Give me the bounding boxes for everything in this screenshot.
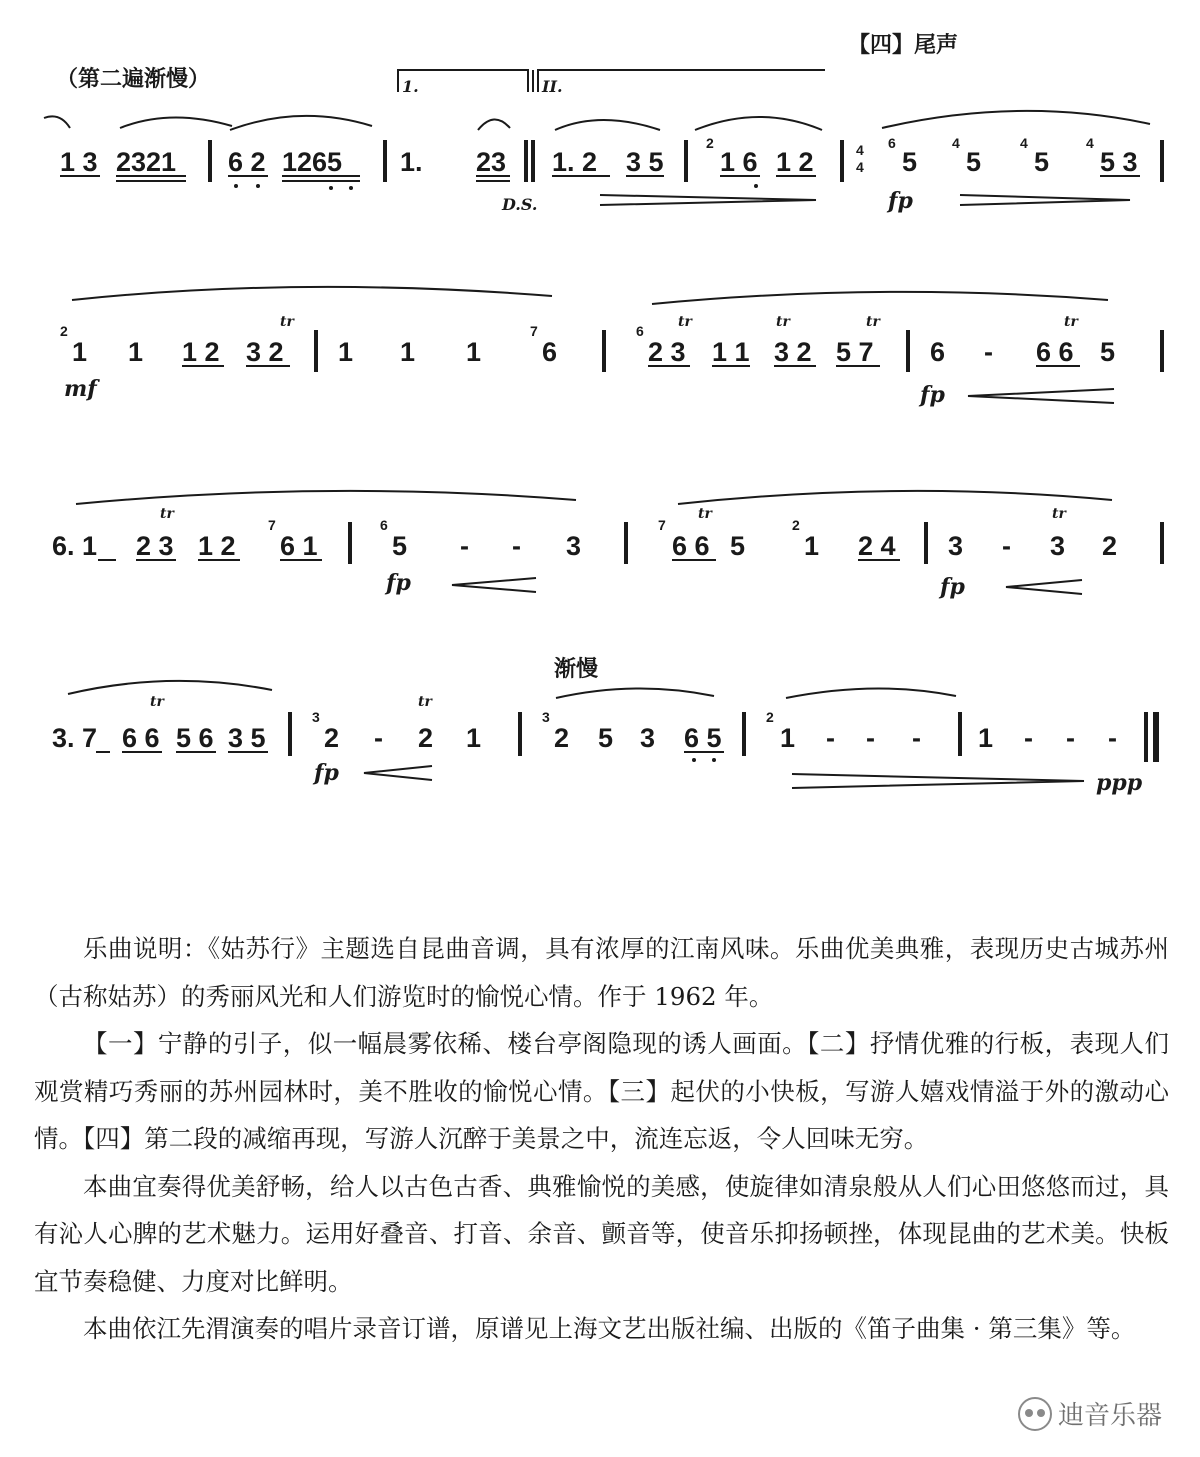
dynamic-marking: fp: [386, 570, 411, 596]
note-group: 1 2: [776, 147, 814, 177]
dynamic-marking: ppp: [1096, 770, 1143, 796]
note-group: 3 5: [228, 723, 266, 753]
trill: tr: [678, 314, 692, 330]
score-row-4: [52, 681, 1156, 796]
note-group: 2: [418, 723, 434, 753]
note-group: 1: [466, 723, 482, 753]
note-group: -: [1024, 723, 1033, 753]
note-group: 2 3: [136, 531, 174, 561]
grace-note: 2: [766, 709, 774, 725]
note-group: 5: [1100, 337, 1116, 367]
section-title: 【四】尾声: [848, 33, 959, 58]
note-group: 5 7: [836, 337, 874, 367]
note-group: 1: [128, 337, 144, 367]
note-group: -: [512, 531, 521, 561]
note-group: 6 5: [684, 723, 722, 753]
trill: tr: [418, 694, 432, 710]
trill: tr: [280, 314, 294, 330]
note-group: 1: [466, 337, 482, 367]
trill: tr: [160, 506, 174, 522]
note-group: 1 2: [198, 531, 236, 561]
note-group: 6 6: [1036, 337, 1074, 367]
note-group: 6. 1: [52, 531, 98, 561]
description-paragraph: 【一】宁静的引子，似一幅晨雾依稀、楼台亭阁隐现的诱人画面。【二】抒情优雅的行板，表现人们观赏精巧秀丽的苏州园林时，美不胜收的愉悦心情。【三】起伏的小快板，写游人嬉戏情溢于外的激动心情。【四】第二段的减缩再现，写游人沉醉于美景之中，流连忘返，令人回味无穷。: [34, 1029, 1169, 1153]
note-group: 3: [948, 531, 964, 561]
note-group: -: [866, 723, 875, 753]
trill: tr: [1052, 506, 1066, 522]
note-group: 5 3: [1100, 147, 1138, 177]
note-group: 1. 2: [552, 147, 598, 177]
note-group: 2: [1102, 531, 1118, 561]
grace-note: 6: [380, 517, 388, 533]
note-group: 5: [1034, 147, 1050, 177]
note-group: 3 5: [626, 147, 664, 177]
grace-note: 4: [1020, 135, 1028, 151]
note-group: 2 4: [858, 531, 896, 561]
note-group: 2: [554, 723, 570, 753]
note-group: 1: [400, 337, 416, 367]
dynamic-marking: fp: [314, 760, 339, 786]
note-group: 5 6: [176, 723, 214, 753]
grace-note: 7: [268, 517, 276, 533]
dynamic-marking: mf: [64, 376, 97, 402]
note-group: 5: [392, 531, 408, 561]
note-group: 6 2: [228, 147, 266, 177]
time-signature-bottom: 4: [856, 159, 864, 175]
note-group: 1 6: [720, 147, 758, 177]
grace-note: 3: [542, 709, 550, 725]
tempo-note-second-time: （第二遍渐慢）: [56, 67, 211, 92]
note-group: 1 3: [60, 147, 98, 177]
grace-note: 7: [658, 517, 666, 533]
score-row-2: [60, 287, 1162, 408]
grace-note: 4: [1086, 135, 1094, 151]
grace-note: 6: [636, 323, 644, 339]
tempo-note-ritardando: 渐慢: [554, 657, 599, 682]
note-group: -: [1108, 723, 1117, 753]
note-group: 5: [966, 147, 982, 177]
time-signature-top: 4: [856, 142, 864, 158]
grace-note: 2: [706, 135, 714, 151]
note-group: 5: [902, 147, 918, 177]
note-group: 2 3: [648, 337, 686, 367]
grace-note: 7: [530, 323, 538, 339]
note-group: 1: [72, 337, 88, 367]
piece-description: [34, 925, 1169, 1353]
note-group: 3 2: [246, 337, 284, 367]
dynamic-marking: fp: [920, 382, 945, 408]
note-group: -: [826, 723, 835, 753]
description-paragraph: 本曲宜奏得优美舒畅，给人以古色古香、典雅愉悦的美感，使旋律如清泉般从人们心田悠悠而过，具有沁人心脾的艺术魅力。运用好叠音、打音、余音、颤音等，使音乐抑扬顿挫，体现昆曲的艺术美。快板宜节奏稳健、力度对比鲜明。: [34, 1171, 1169, 1296]
note-group: 3: [566, 531, 582, 561]
score-row-3: [52, 491, 1162, 600]
dal-segno: D.S.: [502, 195, 538, 214]
volta-1-label: 1.: [402, 77, 419, 96]
description-paragraph: 乐曲说明：《姑苏行》主题选自昆曲音调，具有浓厚的江南风味。乐曲优美典雅，表现历史古城苏州（古称姑苏）的秀丽风光和人们游览时的愉悦心情。作于 1962 年。: [34, 934, 1169, 1011]
note-group: 6: [930, 337, 946, 367]
note-group: -: [460, 531, 469, 561]
note-group: 2321: [116, 147, 177, 177]
note-group: 23: [476, 147, 507, 177]
note-group: 6 6: [672, 531, 710, 561]
watermark-text: 迪音乐器: [1057, 1401, 1162, 1431]
description-paragraph: 本曲依江先渭演奏的唱片录音订谱，原谱见上海文艺出版社编、出版的《笛子曲集 · 第三集》等。: [83, 1314, 1136, 1343]
note-group: 1 1: [712, 337, 750, 367]
note-group: -: [1066, 723, 1075, 753]
note-group: 3. 7: [52, 723, 98, 753]
grace-note: 2: [792, 517, 800, 533]
note-group: 1265: [282, 147, 343, 177]
note-group: 6 6: [122, 723, 160, 753]
trill: tr: [150, 694, 164, 710]
note-group: -: [984, 337, 993, 367]
note-group: 1: [780, 723, 796, 753]
volta-2-label: II.: [542, 77, 563, 96]
note-group: 1.: [400, 147, 423, 177]
dynamic-marking: fp: [940, 574, 965, 600]
note-group: -: [912, 723, 921, 753]
watermark: [1018, 1395, 1162, 1432]
note-group: 1: [804, 531, 820, 561]
note-group: 2: [324, 723, 340, 753]
note-group: 1 2: [182, 337, 220, 367]
note-group: 1: [338, 337, 354, 367]
note-group: -: [1002, 531, 1011, 561]
trill: tr: [698, 506, 712, 522]
trill: tr: [776, 314, 790, 330]
note-group: 3: [1050, 531, 1066, 561]
trill: tr: [866, 314, 880, 330]
trill: tr: [1064, 314, 1078, 330]
grace-note: 2: [60, 323, 68, 339]
note-group: 6: [542, 337, 558, 367]
note-group: 6 1: [280, 531, 318, 561]
note-group: 1: [978, 723, 994, 753]
note-group: 5: [598, 723, 614, 753]
note-group: 5: [730, 531, 746, 561]
wechat-icon: [1018, 1397, 1052, 1431]
dynamic-marking: fp: [888, 188, 913, 214]
grace-note: 4: [952, 135, 960, 151]
grace-note: 3: [312, 709, 320, 725]
note-group: -: [374, 723, 383, 753]
volta-bracket-2: [538, 70, 825, 92]
score-row-1: [44, 111, 1162, 214]
note-group: 3 2: [774, 337, 812, 367]
grace-note: 6: [888, 135, 896, 151]
note-group: 3: [640, 723, 656, 753]
